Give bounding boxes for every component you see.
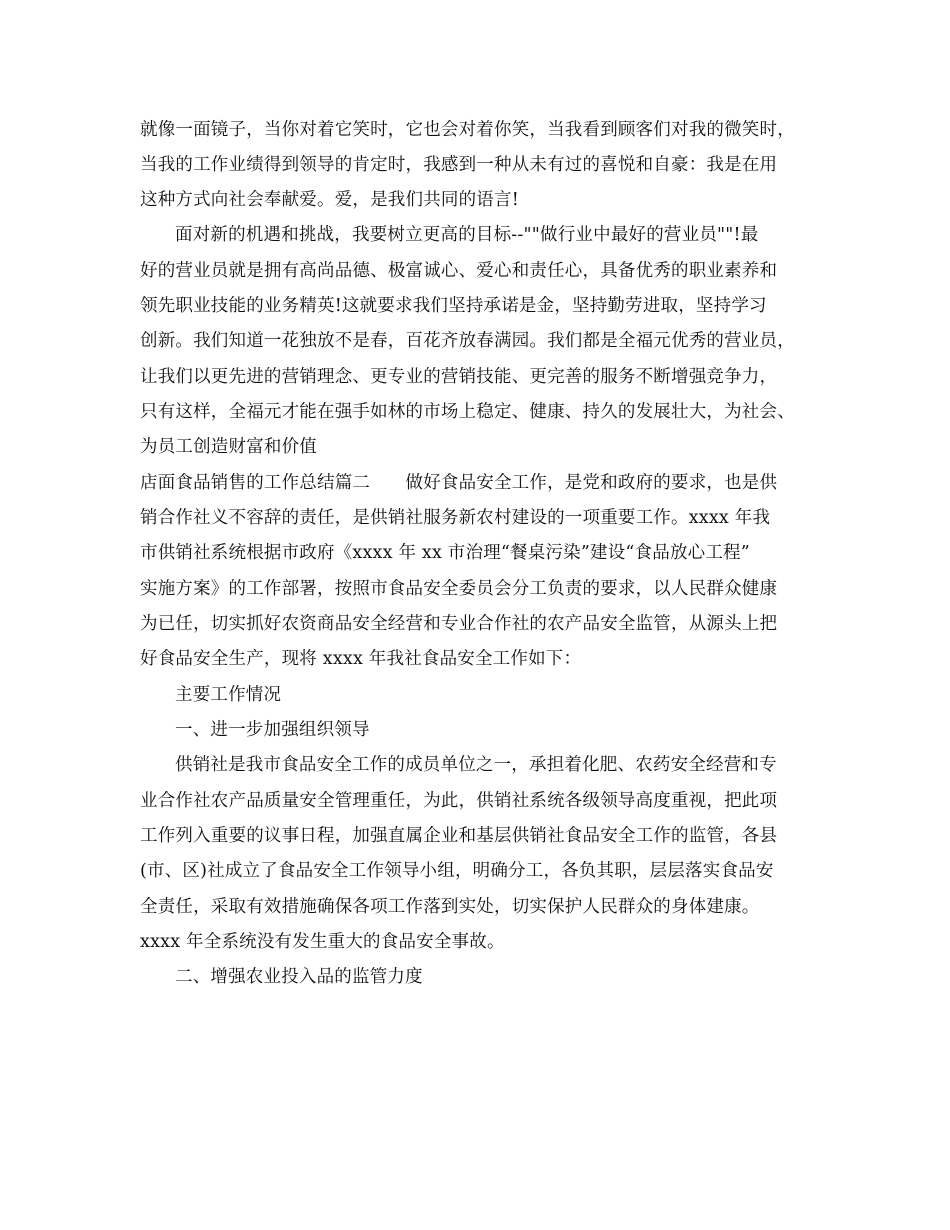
text-line: 就像一面镜子，当你对着它笑时，它也会对着你笑，当我看到顾客们对我的微笑时， (140, 120, 795, 140)
text-line: 实施方案》的工作部署，按照市食品安全委员会分工负责的要求，以人民群众健康 (140, 579, 778, 599)
text-line: 让我们以更先进的营销理念、更专业的营销技能、更完善的服务不断增强竞争力， (140, 367, 778, 387)
text-line: 全责任，采取有效措施确保各项工作落到实处，切实保护人民群众的身体建康。 (140, 897, 760, 917)
text-line: 为员工创造财富和价值 (140, 437, 317, 457)
text-line: (市、区)社成立了食品安全工作领导小组，明确分工，各负其职，层层落实食品安 (140, 861, 774, 881)
text-line: 好的营业员就是拥有高尚品德、极富诚心、爱心和责任心，具备优秀的职业素养和 (140, 261, 778, 281)
text-line: 创新。我们知道一花独放不是春，百花齐放春满园。我们都是全福元优秀的营业员， (140, 331, 795, 351)
text-line: 当我的工作业绩得到领导的肯定时，我感到一种从未有过的喜悦和自豪：我是在用 (140, 155, 778, 175)
text-line: 只有这样，全福元才能在强手如林的市场上稳定、健康、持久的发展壮大，为社会、 (140, 402, 795, 422)
subheading: 一、进一步加强组织领导 (175, 720, 370, 740)
subheading: 二、增强农业投入品的监管力度 (175, 967, 423, 987)
text-line: 业合作社农产品质量安全管理重任，为此，供销社系统各级领导高度重视，把此项 (140, 791, 778, 811)
text-line: 面对新的机遇和挑战，我要树立更高的目标--""做行业中最好的营业员""!最 (175, 225, 759, 245)
text-line: 这种方式向社会奉献爱。爱，是我们共同的语言! (140, 190, 519, 210)
text-line: 为已任，切实抓好农资商品安全经营和专业合作社的农产品安全监管，从源头上把 (140, 614, 778, 634)
section-heading-line: 店面食品销售的工作总结篇二 做好食品安全工作，是党和政府的要求，也是供 (140, 473, 778, 493)
text-line: 市供销社系统根据市政府《xxxx 年 xx 市治理“餐桌污染”建设“食品放心工程” (140, 543, 750, 563)
subheading: 主要工作情况 (175, 685, 282, 705)
text-line: 好食品安全生产，现将 xxxx 年我社食品安全工作如下： (140, 649, 582, 669)
text-line: 工作列入重要的议事日程，加强直属企业和基层供销社食品安全工作的监管，各县 (140, 826, 778, 846)
text-line: 领先职业技能的业务精英!这就要求我们坚持承诺是金，坚持勤劳进取，坚持学习 (140, 296, 767, 316)
text-line: xxxx 年全系统没有发生重大的食品安全事故。 (140, 932, 505, 952)
text-line: 供销社是我市食品安全工作的成员单位之一，承担着化肥、农药安全经营和专 (175, 755, 777, 775)
text-line: 销合作社义不容辞的责任，是供销社服务新农村建设的一项重要工作。xxxx 年我 (140, 508, 771, 528)
